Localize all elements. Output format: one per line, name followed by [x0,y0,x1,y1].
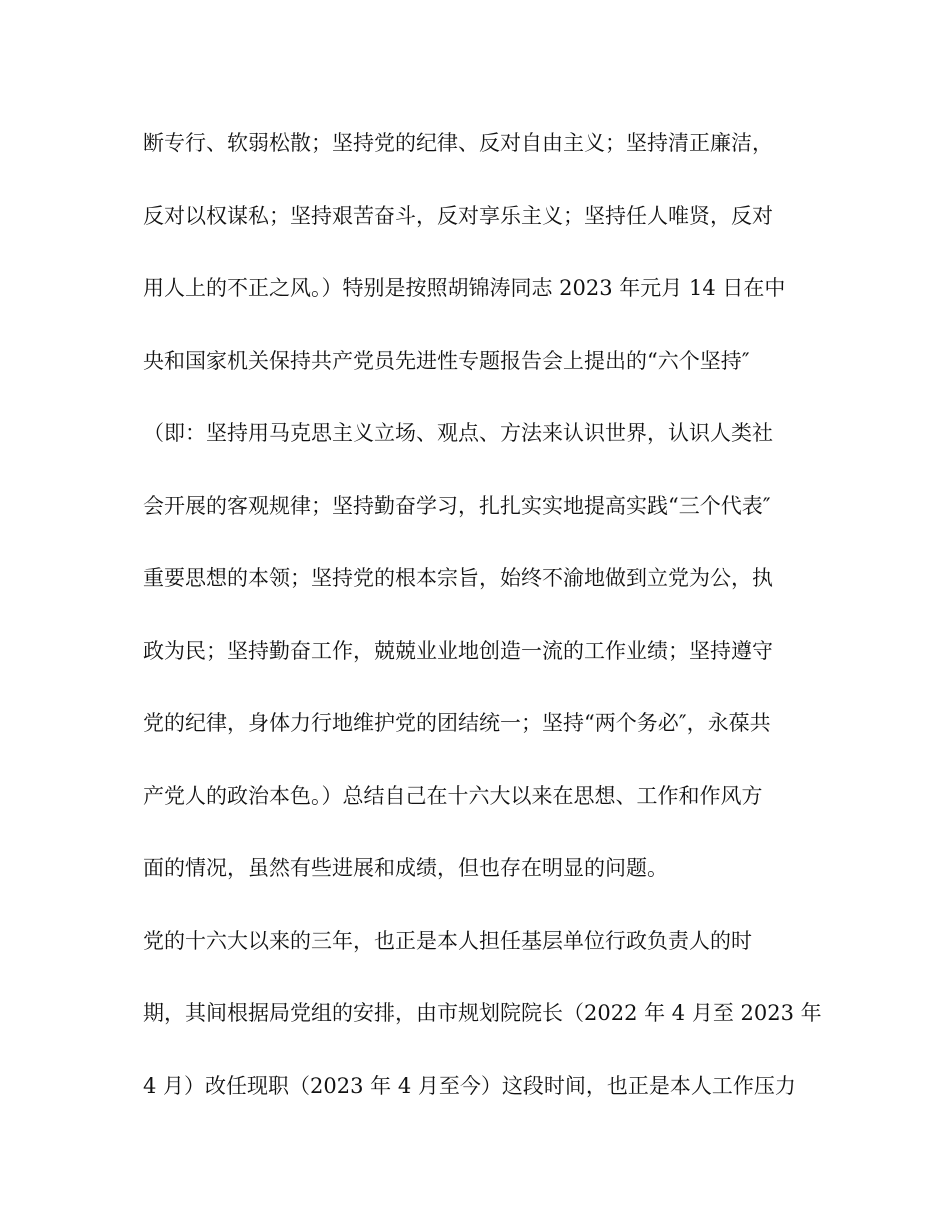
text-line: 政为民；坚持勤奋工作，兢兢业业地创造一流的工作业绩；坚持遵守 [143,639,773,663]
paragraph-start-line: 党的十六大以来的三年，也正是本人担任基层单位行政负责人的时 [143,929,752,953]
text-line: 4 月）改任现职（2023 年 4 月至今）这段时间，也正是本人工作压力 [143,1074,796,1098]
text-line: 期，其间根据局党组的安排，由市规划院院长（2022 年 4 月至 2023 年 [143,1001,822,1025]
text-line: 面的情况，虽然有些进展和成绩，但也存在明显的问题。 [143,856,668,880]
text-line: 党的纪律，身体力行地维护党的团结统一；坚持“两个务必″，永葆共 [143,711,771,735]
text-line: 产党人的政治本色。）总结自己在十六大以来在思想、工作和作风方 [143,784,763,808]
text-line: 断专行、软弱松散；坚持党的纪律、反对自由主义；坚持清正廉洁， [143,131,773,155]
text-line: 用人上的不正之风。）特别是按照胡锦涛同志 2023 年元月 14 日在中 [143,276,786,300]
text-line: 反对以权谋私；坚持艰苦奋斗，反对享乐主义；坚持任人唯贤，反对 [143,204,773,228]
text-line: 会开展的客观规律；坚持勤奋学习，扎扎实实地提高实践“三个代表″ [143,494,771,518]
text-line: 重要思想的本领；坚持党的根本宗旨，始终不渝地做到立党为公，执 [143,566,773,590]
text-line: 央和国家机关保持共产党员先进性专题报告会上提出的“六个坚持″ [143,349,750,373]
text-line: （即：坚持用马克思主义立场、观点、方法来认识世界，认识人类社 [143,421,773,445]
